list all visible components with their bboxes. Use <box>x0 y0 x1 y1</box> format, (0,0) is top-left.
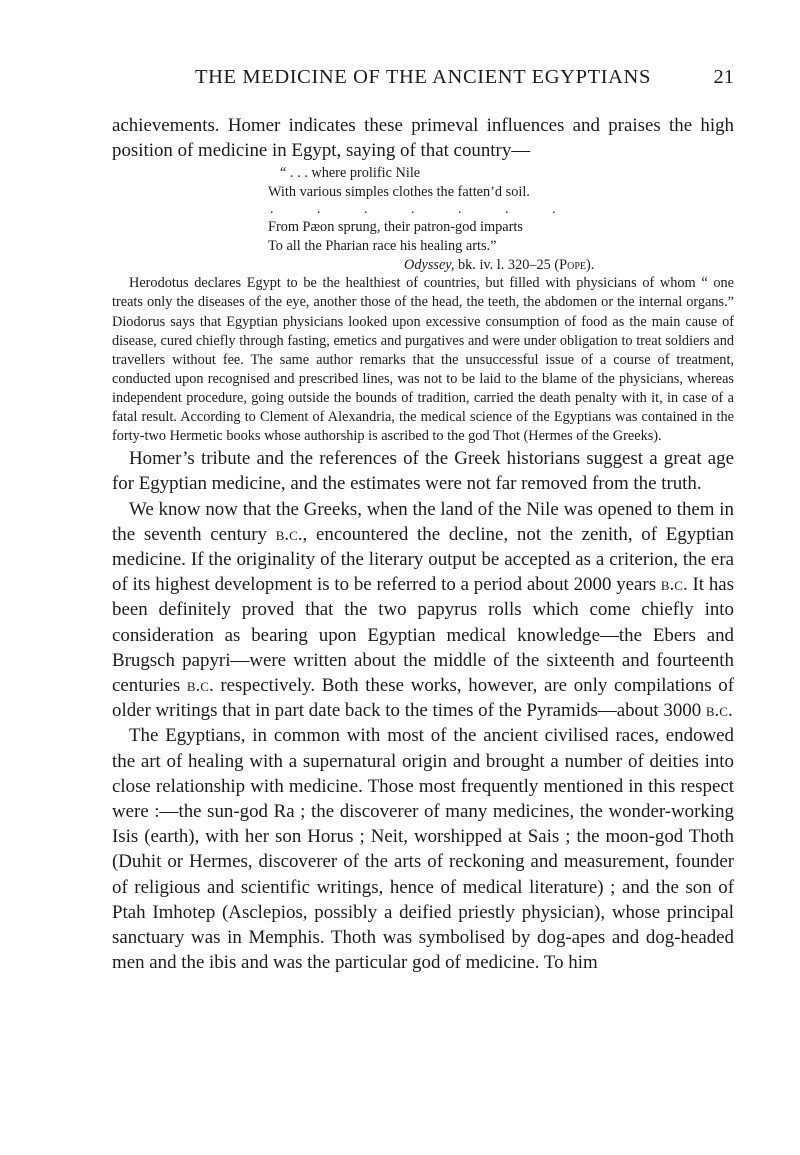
page-number: 21 <box>713 66 734 88</box>
era-abbrev: b.c. <box>705 700 733 722</box>
citation-end: ). <box>586 256 595 273</box>
papyri-text-c: It has been definitely proved that the two papyrus rolls which come chiefly into consideration as bearing upon Egyptian medical knowledge—the Ebers and Brugsch papyri—were written about the middle of the sixteenth and fourteenth centuries <box>112 574 735 697</box>
era-abbrev: b.c. <box>275 523 303 545</box>
quote-line-4: To all the Pharian race his healing arts.” <box>268 237 497 254</box>
quote-line-2: With various simples clothes the fatten’d soil. <box>268 184 530 201</box>
citation-author: Pope <box>559 256 586 273</box>
papyri-text-b: , encountered the decline, not the zenith, of Egyptian medicine. If the originality of the literary output be accepted as a criterion, the era of its highest development is to be referred to a period about 2000 years <box>112 523 734 596</box>
deities-paragraph: The Egyptians, in common with most of the ancient civilised races, endowed the art of healing with a supernatural origin and brought a number of deities into close relationship with medicine. Those most frequently mentioned in this respect were :—the sun-god Ra ; the discoverer of many medicines, the wonder-working Isis (earth), with her son Horus ; Neit, worshipped at Sais ; the moon-god Thoth (Duhit or Hermes, discoverer of the arts of reckoning and measurement, founder of religious and scientific writings, hence of medical literature) ; and the son of Ptah Imhotep (Asclepios, possibly a deified priestly physician), whose principal sanctuary was in Memphis. Thoth was symbolised by dog-apes and dog-headed men and the ibis and was the particular god of medicine. To him <box>112 725 734 974</box>
page-body <box>112 113 734 976</box>
citation-work: Odyssey, <box>404 256 455 273</box>
homer-quotation <box>112 164 734 274</box>
quote-citation <box>404 256 734 275</box>
papyri-text-a: We know now that the Greeks, when the land of the Nile was opened to them in the seventh century <box>112 498 734 545</box>
running-title: THE MEDICINE OF THE ANCIENT EGYPTIANS <box>195 66 651 88</box>
herodotus-paragraph: Herodotus declares Egypt to be the healthiest of countries, but filled with physicians of whom “ one treats only the diseases of the eye, another those of the head, the teeth, the abdomen or the internal organs.” Diodorus says that Egyptian physicians looked upon excessive consumption of food as the main cause of disease, cured chiefly through fasting, emetics and purgatives and were under obligation to treat soldiers and travellers without fee. The same author remarks that the unsuccessful issue of a course of treatment, conducted upon recognised and prescribed lines, was not to be laid to the blame of the physicians, whereas independent procedure, going outside the bounds of tradition, carried the death penalty with it, in case of a fatal result. According to Clement of Alexandria, the medical science of the Egyptians was contained in the forty-two Hermetic books whose authorship is ascribed to the god Thot (Hermes of the Greeks). <box>112 275 734 445</box>
era-abbrev: b.c. <box>660 574 688 596</box>
era-abbrev: b.c. <box>186 675 214 697</box>
homer-tribute-paragraph: Homer’s tribute and the references of the Greek historians suggest a great age for Egyptian medicine, and the estimates were not far removed from the truth. <box>112 448 734 495</box>
papyri-text-d: respectively. Both these works, however, are only compilations of older writings that in part date back to the times of the Pyramids—about 3000 <box>112 675 735 722</box>
quote-line-3: From Pæon sprung, their patron-god imparts <box>268 219 523 235</box>
page-header <box>112 66 734 96</box>
quote-line-1: “ . . . where prolific Nile <box>280 165 421 182</box>
intro-paragraph: achievements. Homer indicates these primeval influences and praises the high position of medicine in Egypt, saying of that country— <box>112 115 734 162</box>
citation-ref: bk. iv. l. 320–25 ( <box>454 256 560 273</box>
papyri-paragraph <box>112 497 734 724</box>
quote-ellipsis: . . . . . . . <box>270 202 576 217</box>
